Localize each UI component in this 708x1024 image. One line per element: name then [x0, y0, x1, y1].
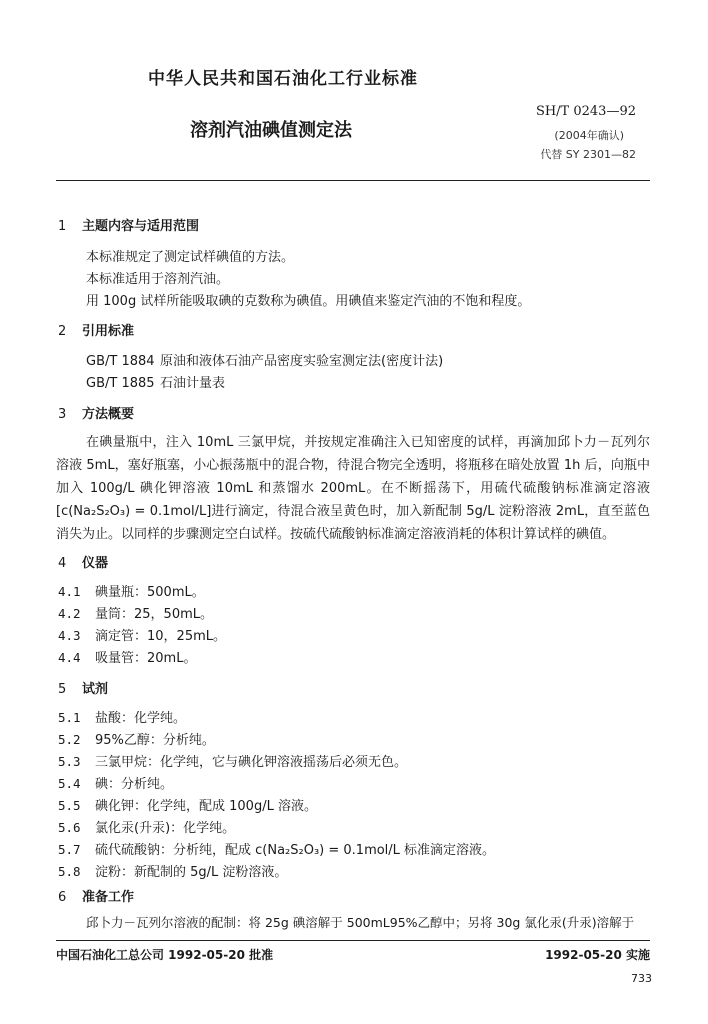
section-title: 方法概要: [82, 407, 135, 422]
section-title: 引用标准: [82, 324, 135, 339]
section-number: 2: [58, 324, 67, 339]
item-number: 4.4: [58, 650, 81, 665]
item-text: 淀粉：新配制的 5g/L 淀粉溶液。: [95, 865, 288, 880]
item-number: 5.3: [58, 754, 81, 769]
list-item: [58, 625, 226, 644]
paragraph-line: 本标准规定了测定试样碘值的方法。: [86, 250, 295, 265]
item-number: 5.6: [58, 820, 81, 835]
paragraph-line: 本标准适用于溶剂汽油。: [86, 272, 230, 287]
section-title: 准备工作: [82, 890, 135, 905]
approval-line: 中国石油化工总公司 1992-05-20 批准: [56, 948, 274, 962]
item-number: 5.1: [58, 710, 81, 725]
list-item: [58, 861, 287, 880]
item-text: 氯化汞(升汞)：化学纯。: [95, 821, 236, 836]
item-text: 盐酸：化学纯。: [95, 711, 187, 726]
list-item: [58, 707, 186, 726]
section-2-heading: [58, 320, 134, 339]
list-item: [58, 603, 213, 622]
list-item: [58, 773, 173, 792]
section-number: 3: [58, 407, 67, 422]
list-item: [58, 839, 495, 858]
item-number: 4.3: [58, 628, 81, 643]
reference-item: [86, 350, 443, 369]
item-number: 5.8: [58, 864, 81, 879]
reference-code: GB/T 1885: [86, 376, 155, 391]
section-number: 6: [58, 890, 67, 905]
reference-code: GB/T 1884: [86, 354, 155, 369]
list-item: [58, 751, 407, 770]
item-number: 5.4: [58, 776, 81, 791]
reference-item: [86, 372, 225, 391]
item-text: 量筒：25，50mL。: [95, 607, 213, 622]
replaces-standard: 代替 SY 2301—82: [540, 148, 636, 161]
item-text: 硫代硫酸钠：分析纯，配成 c(Na₂S₂O₃) = 0.1mol/L 标准滴定溶液。: [95, 843, 496, 858]
item-text: 滴定管：10，25mL。: [95, 629, 226, 644]
effective-date: 1992-05-20 实施: [545, 948, 650, 962]
list-item: [58, 647, 196, 666]
section-title: 主题内容与适用范围: [82, 219, 200, 234]
method-summary-paragraph: 在碘量瓶中，注入 10mL 三氯甲烷，并按规定准确注入已知密度的试样，再滴加邱卜力－瓦列尔溶液 5mL，塞好瓶塞，小心振荡瓶中的混合物，待混合物完全透明，将瓶移在暗处放置 1h 后，向瓶中加入 100g/L 碘化钾溶液 10mL 和蒸馏水 200mL。在不断摇荡下，用硫代硫酸钠标准滴定溶液[c(Na₂S₂O₃) = 0.1mol/L]进行滴定，待混合液呈黄色时，加入新配制 5g/L 淀粉溶液 2mL，直至蓝色消失为止。以同样的步骤测定空白试样。按硫代硫酸钠标准滴定溶液消耗的体积计算试样的碘值。: [56, 435, 650, 542]
item-text: 碘：分析纯。: [95, 777, 174, 792]
item-number: 5.2: [58, 732, 81, 747]
section-3-heading: [58, 403, 134, 422]
item-text: 95%乙醇：分析纯。: [95, 733, 215, 748]
footer-divider: [56, 940, 650, 941]
item-text: 吸量管：20mL。: [95, 651, 197, 666]
item-number: 5.7: [58, 842, 81, 857]
reference-title: 原油和液体石油产品密度实验室测定法(密度计法): [160, 354, 444, 369]
section-5-heading: [58, 678, 108, 697]
header-divider: [56, 180, 650, 181]
list-item: [58, 795, 317, 814]
item-text: 碘量瓶：500mL。: [95, 585, 205, 600]
industry-standard-heading: 中华人民共和国石油化工行业标准: [148, 69, 418, 89]
list-item: [58, 581, 205, 600]
standard-number: SH/T 0243—92: [535, 104, 636, 119]
confirmation-year: (2004年确认): [554, 129, 624, 142]
reference-title: 石油计量表: [160, 376, 226, 391]
section-number: 5: [58, 682, 67, 697]
section-1-heading: [58, 215, 199, 234]
item-number: 4.1: [58, 584, 81, 599]
paragraph-line: 邱卜力－瓦列尔溶液的配制：将 25g 碘溶解于 500mL95%乙醇中；另将 30g 氯化汞(升汞)溶解于: [86, 915, 635, 930]
section-title: 试剂: [82, 682, 109, 697]
item-number: 4.2: [58, 606, 81, 621]
document-title: 溶剂汽油碘值测定法: [190, 120, 352, 141]
item-text: 碘化钾：化学纯，配成 100g/L 溶液。: [95, 799, 317, 814]
section-number: 1: [58, 219, 67, 234]
list-item: [58, 729, 215, 748]
page-number: 733: [631, 972, 652, 985]
item-number: 5.5: [58, 798, 81, 813]
item-text: 三氯甲烷：化学纯，它与碘化钾溶液摇荡后必须无色。: [95, 755, 408, 770]
section-number: 4: [58, 556, 67, 571]
section-4-heading: [58, 552, 108, 571]
section-6-heading: [58, 886, 134, 905]
section-title: 仪器: [82, 556, 109, 571]
list-item: [58, 817, 235, 836]
paragraph-line: 用 100g 试样所能吸取碘的克数称为碘值。用碘值来鉴定汽油的不饱和程度。: [86, 294, 531, 309]
